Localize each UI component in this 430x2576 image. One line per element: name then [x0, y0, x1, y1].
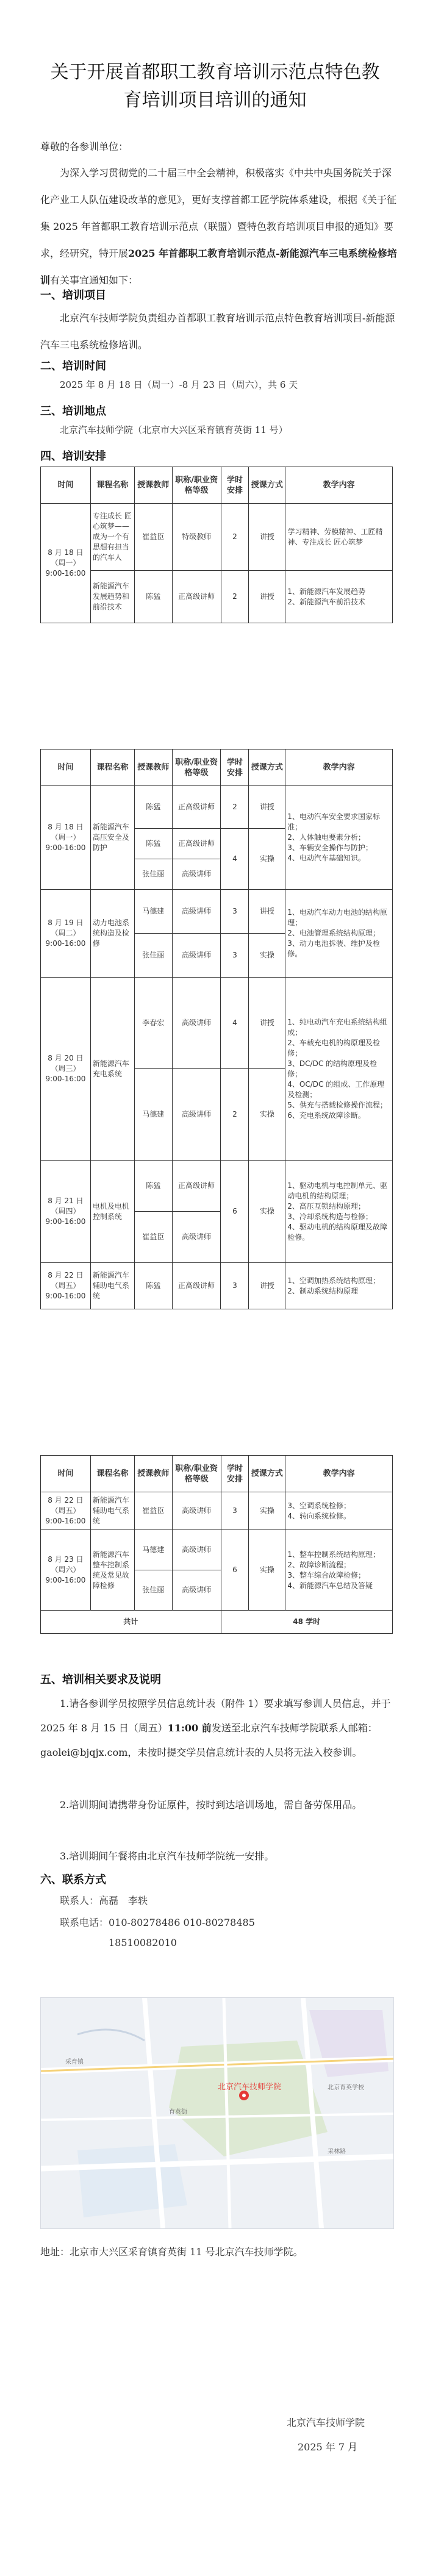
section-2-title: 二、培训时间	[40, 360, 106, 373]
table-row: 张佳丽 高级讲师	[41, 859, 393, 890]
signature-date: 2025 年 7 月	[298, 2441, 358, 2453]
document-title	[0, 59, 430, 115]
table-row: 8 月 20 日 （周三） 9:00-16:00 新能源汽车充电系统 李春宏 高级讲师 4 讲授 1、纯电动汽车充电系统结构组成； 2、车载充电机的构原理及检修； 3、DC/DC 的结构原理及检修； 4、OC/DC 的组成、工作原理及检测； 5、供充与搭载检修操作流程； 6、充电系统故障诊断。	[41, 978, 393, 1069]
table-row: 8 月 21 日 （周四） 9:00-16:00 电机及电机控制系统 陈猛 正高级讲师 6 实操 1、驱动电机与电控制单元、驱动电机的结构原理； 2、高压互锁结构原理； 3、冷却系统构造与检修； 4、驱动电机的结构原理及故障检修。	[41, 1161, 393, 1212]
map-road-label: 育英街	[169, 2109, 187, 2116]
contact-phone-2: 18510082010	[109, 1937, 177, 1948]
table-header-row: 时间 课程名称 授课教师 职称/职业资格等级 学时安排 授课方式 教学内容	[41, 467, 393, 504]
title-line-1: 关于开展首都职工教育培训示范点特色教	[50, 62, 380, 83]
title-line-2: 育培训项目培训的通知	[123, 90, 307, 111]
greeting: 尊敬的各参训单位：	[40, 141, 129, 152]
map-poi-label: 北京育英学校	[328, 2084, 364, 2091]
section-3-body: 北京汽车技师学院（北京市大兴区采育镇育英街 11 号）	[60, 424, 288, 435]
section-6-title: 六、联系方式	[40, 1873, 106, 1886]
table-row: 8 月 19 日 （周二） 9:00-16:00 动力电池系统构造及检修 马德建 高级讲师 3 讲授 1、电动汽车动力电池的结构原理； 2、电池管理系统结构原理； 3、动力电池拆装、维护及检修。	[41, 890, 393, 934]
map-road-label: 采育镇	[65, 2059, 84, 2066]
table-total-row: 共计 48 学时	[41, 1611, 393, 1634]
table-row: 张佳丽 高级讲师 3 实操	[41, 934, 393, 978]
section-3-title: 三、培训地点	[40, 405, 106, 418]
table-row: 8 月 22 日 （周五） 9:00-16:00 新能源汽车辅助电气系统 陈猛 正高级讲师 3 讲授 1、空调加热系统结构原理； 2、制动系统结构原理	[41, 1263, 393, 1309]
section-4-title: 四、培训安排	[40, 450, 106, 463]
intro-paragraph: 为深入学习贯彻党的二十届三中全会精神，积极落实《中共中央国务院关于深化产业工人队伍建设改革的意见》，更好支撑首都工匠学院体系建设，根据《关于征集 2025 年首都职工教育培训示范点（联盟）暨特色教育培训项目申报的通知》要求，经研究，特开展2025 年首都职工教育培训示范点-新能源汽车三电系统检修培训有关事宜通知如下：	[40, 167, 397, 286]
location-map[interactable]	[40, 1997, 394, 2229]
address-text: 地址：北京市大兴区采育镇育英街 11 号北京汽车技师学院。	[40, 2246, 303, 2258]
contact-names: 联系人：高磊 李轶	[60, 1895, 148, 1906]
schedule-table-3	[40, 1455, 393, 1634]
table-row: 张佳丽 高级讲师	[41, 1570, 393, 1611]
section-1-body: 北京汽车技师学院负责组办首都职工教育培训示范点特色教育培训项目-新能源汽车三电系统检修培训。	[40, 312, 395, 351]
table-row: 8 月 18 日 （周一） 9:00-16:00 专注成长 匠心筑梦——成为一个有思想有担当的汽车人 崔益臣 特级教师 2 讲授 学习精神、劳模精神、工匠精神、专注成长 匠心筑梦	[41, 504, 393, 571]
requirement-3: 3.培训期间午餐将由北京汽车技师学院统一安排。	[60, 1850, 274, 1862]
table-header-row: 时间 课程名称 授课教师 职称/职业资格等级 学时安排 授课方式 教学内容	[41, 750, 393, 786]
section-1-title: 一、培训项目	[40, 289, 106, 302]
table-header-row: 时间 课程名称 授课教师 职称/职业资格等级 学时安排 授课方式 教学内容	[41, 1456, 393, 1492]
contact-phone-1: 010-80278486 010-80278485	[109, 1917, 255, 1928]
contact-phone-row: 联系电话：010-80278486 010-80278485	[60, 1917, 255, 1928]
table-row: 马德建 高级讲师 2 实操	[41, 1069, 393, 1161]
requirement-2: 2.培训期间请携带身份证原件，按时到达培训场地，需自备劳保用品。	[60, 1799, 362, 1811]
table-row: 陈猛 正高级讲师 4 实操	[41, 829, 393, 859]
table-row: 8 月 23 日 （周六） 9:00-16:00 新能源汽车整车控制系统及常见故障检修 马德建 高级讲师 6 实操 1、整车控制系统结构原理； 2、故障诊断流程； 3、整车综合故障检修； 4、新能源汽车总结及答疑	[41, 1530, 393, 1570]
map-road-label: 采林路	[328, 2148, 346, 2155]
requirement-1: 1.请各参训学员按照学员信息统计表（附件 1）要求填写参训人员信息，并于 2025 年 8 月 15 日（周五）11:00 前发送至北京汽车技师学院联系人邮箱：gaolei@bjqjx.com，未按时提交学员信息统计表的人员将无法入校参训。	[40, 1698, 391, 1758]
signature-org: 北京汽车技师学院	[287, 2417, 365, 2428]
table-row: 8 月 18 日 （周一） 9:00-16:00 新能源汽车高压安全及防护 陈猛 正高级讲师 2 讲授 1、电动汽车安全要求国家标准； 2、人体触电要素分析； 3、车辆安全操作与防护； 4、电动汽车基础知识。	[41, 786, 393, 829]
map-graphic	[41, 1998, 393, 2228]
table-row: 8 月 22 日 （周五） 9:00-16:00 新能源汽车辅助电气系统 崔益臣 高级讲师 3 实操 3、空调系统检修； 4、转向系统检修。	[41, 1492, 393, 1530]
table-row: 崔益臣 高级讲师	[41, 1212, 393, 1263]
section-5-title: 五、培训相关要求及说明	[40, 1673, 161, 1686]
map-pin-icon	[239, 2091, 249, 2100]
table-row: 新能源汽车发展趋势和前沿技术 陈猛 正高级讲师 2 讲授 1、新能源汽车发展趋势 2、新能源汽车前沿技术	[41, 571, 393, 623]
map-school-label: 北京汽车技师学院	[218, 2083, 282, 2092]
schedule-table-2	[40, 749, 393, 1309]
schedule-table-1	[40, 467, 393, 623]
section-2-body: 2025 年 8 月 18 日（周一）-8 月 23 日（周六），共 6 天	[60, 379, 298, 390]
